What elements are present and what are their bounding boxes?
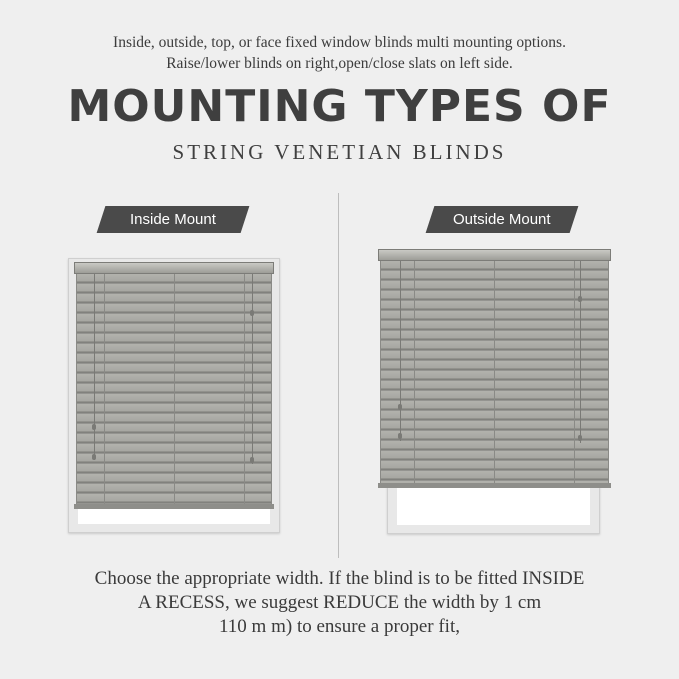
blind-headrail [74,262,274,274]
intro-line-2: Raise/lower blinds on right,open/close slats on left side. [166,55,513,72]
ladder-string [414,261,415,484]
footer-line-1: Choose the appropriate width. If the blind is to be fitted INSIDE [94,568,585,589]
ladder-string [494,261,495,484]
tilt-tassel [92,424,96,430]
inside-mount-label: Inside Mount [130,211,216,228]
lift-tassel [578,296,582,302]
ladder-string [174,274,175,505]
lift-cord [252,274,253,464]
blind-bottomrail [378,483,611,488]
main-title: MOUNTING TYPES OF [67,81,612,132]
blind-bottomrail [74,504,274,509]
tilt-cord [400,261,401,441]
lift-tassel [578,435,582,441]
tilt-tassel [398,404,402,410]
inside-mount-blind-illustration [74,262,274,509]
outside-mount-badge [426,206,579,233]
center-divider [338,193,339,558]
inside-mount-badge [97,206,250,233]
footer-line-2: A RECESS, we suggest REDUCE the width by 1 cm [137,592,542,613]
footer-line-3: 110 m m) to ensure a proper fit, [219,616,460,637]
ladder-string [574,261,575,484]
outside-mount-label: Outside Mount [453,211,551,228]
blind-headrail [378,249,611,261]
tilt-cord [94,274,95,460]
outside-mount-blind-illustration [378,249,611,488]
lift-tassel [250,310,254,316]
intro-text [0,32,679,74]
ladder-string [244,274,245,505]
tilt-tassel [92,454,96,460]
lift-cord [580,261,581,443]
subtitle: STRING VENETIAN BLINDS [172,140,507,164]
ladder-string [104,274,105,505]
footer-text [0,567,679,639]
lift-tassel [250,457,254,463]
tilt-tassel [398,433,402,439]
intro-line-1: Inside, outside, top, or face fixed window blinds multi mounting options. [113,34,566,51]
